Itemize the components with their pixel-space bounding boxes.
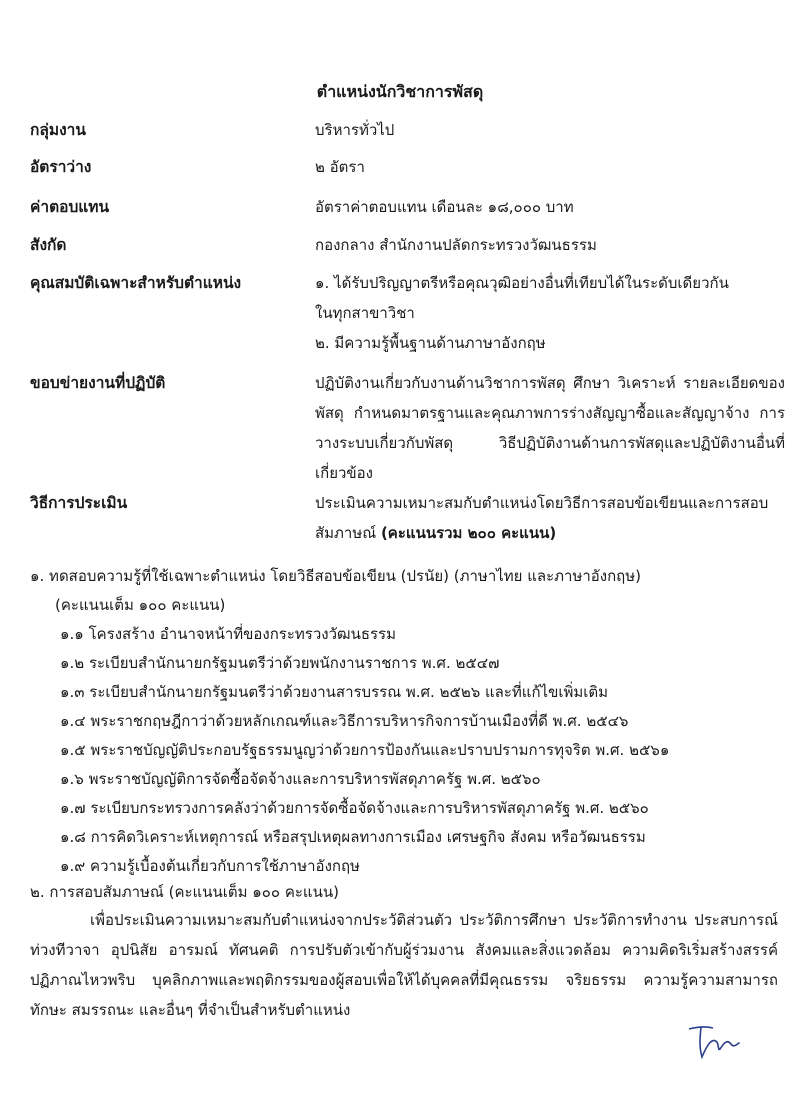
section-1-score: (คะแนนเต็ม ๑๐๐ คะแนน) (55, 596, 226, 614)
section-2-paragraph: เพื่อประเมินความเหมาะสมกับตำแหน่งจากประวัติส่วนตัว ประวัติการศึกษา ประวัติการทำงาน ประสบการณ์ ท่วงทีวาจา อุปนิสัย อารมณ์ ทัศนคติ การปรับตัวเข้ากับผู้ร่วมงาน สังคมและสิ่งแวดล้อม ความคิดริเริ่มสร้างสรรค์ ปฏิภาณไหวพริบ บุคลิกภาพและพฤติกรรมของผู้สอบเพื่อให้ได้บุคคลที่มีคุณธรรม จริยธรรม ความรู้ความสามารถ ทักษะ สมรรถนะ และอื่นๆ ที่จำเป็นสำหรับตำแหน่ง (30, 911, 778, 1019)
field-value: บริหารทั่วไป (315, 121, 395, 139)
field-value: อัตราค่าตอบแทน เดือนละ ๑๘,๐๐๐ บาท (315, 198, 574, 216)
field-value-line: ๒. มีความรู้พื้นฐานด้านภาษาอังกฤษ (315, 334, 546, 352)
section-2-heading: ๒. การสอบสัมภาษณ์ (คะแนนเต็ม ๑๐๐ คะแนน) (30, 883, 339, 901)
field-label: อัตราว่าง (30, 158, 92, 176)
field-value-line: ๑. ได้รับปริญญาตรีหรือคุณวุฒิอย่างอื่นที่เทียบได้ในระดับเดียวกัน (315, 274, 729, 292)
field-label: ขอบข่ายงานที่ปฏิบัติ (30, 374, 166, 392)
list-item: ๑.๘ การคิดวิเคราะห์เหตุการณ์ หรือสรุปเหตุผลทางการเมือง เศรษฐกิจ สังคม หรือวัฒนธรรม (60, 828, 646, 846)
page-title: ตำแหน่งนักวิชาการพัสดุ (316, 82, 484, 101)
evaluation-total-score: (คะแนนรวม ๒๐๐ คะแนน) (380, 524, 557, 542)
field-value (315, 488, 785, 548)
list-item: ๑.๙ ความรู้เบื้องต้นเกี่ยวกับการใช้ภาษาอังกฤษ (60, 857, 360, 875)
list-item: ๑.๔ พระราชกฤษฎีกาว่าด้วยหลักเกณฑ์และวิธีการบริหารกิจการบ้านเมืองที่ดี พ.ศ. ๒๕๔๖ (60, 712, 629, 730)
field-value: กองกลาง สำนักงานปลัดกระทรวงวัฒนธรรม (315, 236, 597, 254)
field-label: คุณสมบัติเฉพาะสำหรับตำแหน่ง (30, 274, 242, 292)
list-item: ๑.๑ โครงสร้าง อำนาจหน้าที่ของกระทรวงวัฒนธรรม (60, 625, 396, 643)
field-value-line: ในทุกสาขาวิชา (315, 304, 415, 322)
section-1-heading: ๑. ทดสอบความรู้ที่ใช้เฉพาะตำแหน่ง โดยวิธีสอบข้อเขียน (ปรนัย) (ภาษาไทย และภาษาอังกฤษ) (30, 567, 642, 585)
list-item: ๑.๕ พระราชบัญญัติประกอบรัฐธรรมนูญว่าด้วยการป้องกันและปราบปรามการทุจริต พ.ศ. ๒๕๖๑ (60, 741, 670, 759)
field-label: สังกัด (30, 236, 67, 254)
signature-mark (683, 1015, 743, 1063)
field-label: ค่าตอบแทน (30, 198, 110, 216)
field-label: วิธีการประเมิน (30, 494, 128, 512)
list-item: ๑.๗ ระเบียบกระทรวงการคลังว่าด้วยการจัดซื้อจัดจ้างและการบริหารพัสดุภาครัฐ พ.ศ. ๒๕๖๐ (60, 799, 649, 817)
evaluation-text: ประเมินความเหมาะสมกับตำแหน่งโดยวิธีการสอบข้อเขียนและการสอบสัมภาษณ์ (315, 494, 769, 542)
field-value: ๒ อัตรา (315, 158, 365, 176)
field-value: ปฏิบัติงานเกี่ยวกับงานด้านวิชาการพัสดุ ศึกษา วิเคราะห์ รายละเอียดของพัสดุ กำหนดมาตรฐานและคุณภาพการร่างสัญญาซื้อและสัญญาจ้าง การวางระบบเกี่ยวกับพัสดุ วิธีปฏิบัติงานด้านการพัสดุและปฏิบัติงานอื่นที่เกี่ยวข้อง (315, 374, 785, 482)
list-item: ๑.๒ ระเบียบสำนักนายกรัฐมนตรีว่าด้วยพนักงานราชการ พ.ศ. ๒๕๔๗ (60, 654, 500, 672)
list-item: ๑.๖ พระราชบัญญัติการจัดซื้อจัดจ้างและการบริหารพัสดุภาครัฐ พ.ศ. ๒๕๖๐ (60, 770, 541, 788)
list-item: ๑.๓ ระเบียบสำนักนายกรัฐมนตรีว่าด้วยงานสารบรรณ พ.ศ. ๒๕๒๖ และที่แก้ไขเพิ่มเติม (60, 683, 609, 701)
field-label: กลุ่มงาน (30, 121, 86, 139)
